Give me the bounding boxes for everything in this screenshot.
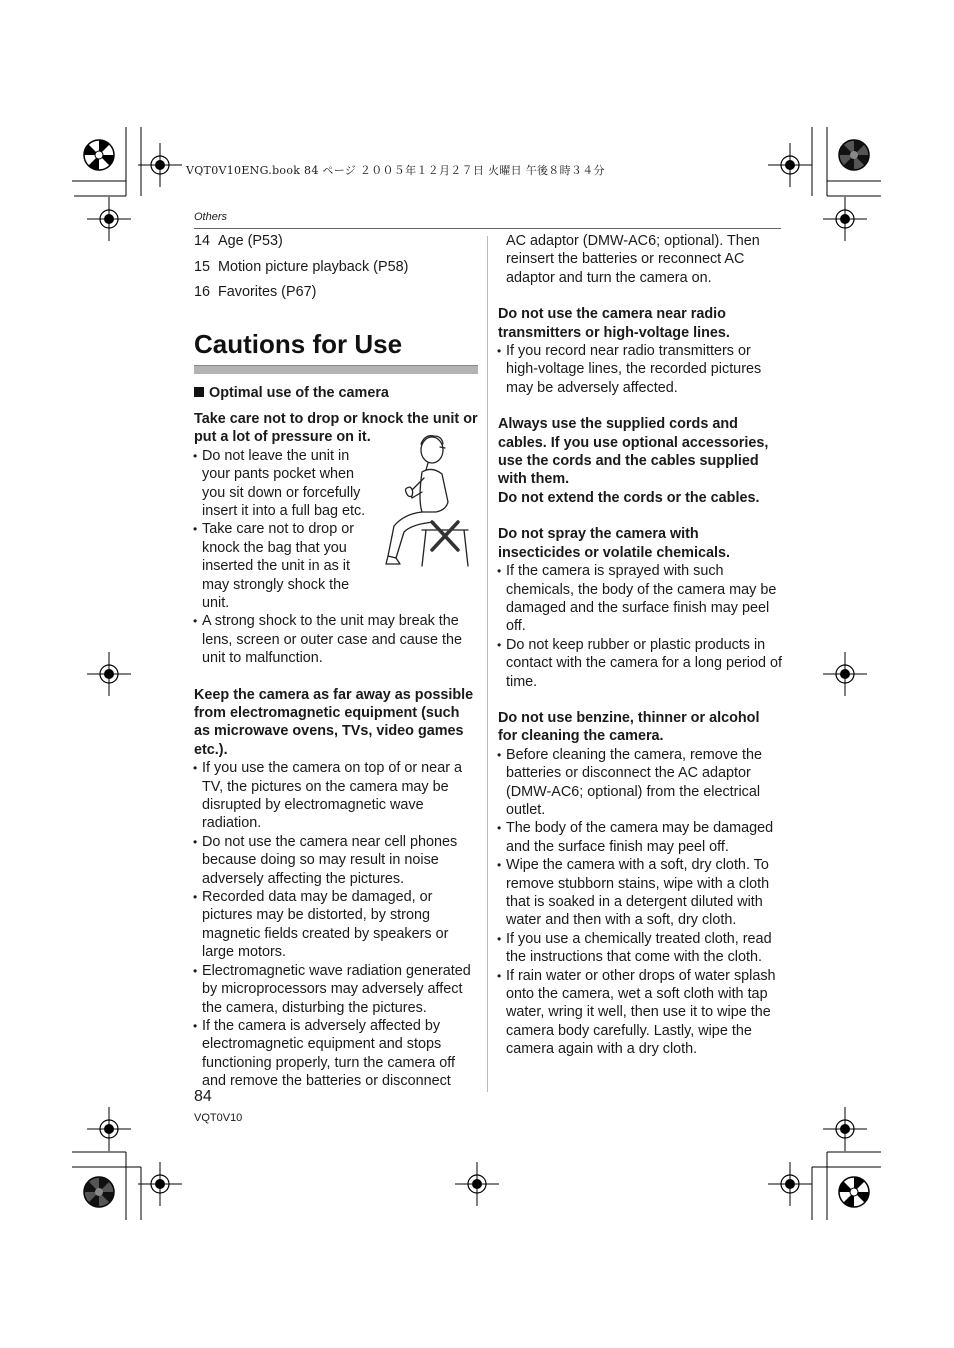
list-item: • Wipe the camera with a soft, dry cloth. To remove stubborn stains, wipe with a cloth that is soaked in a detergent diluted with water and then with a soft, dry cloth. xyxy=(498,856,782,930)
caution-heading-electromagnetic: Keep the camera as far away as possible from electromagnetic equipment (such as microwave ovens, TVs, video games etc.). xyxy=(194,686,474,758)
prohibited-x-icon xyxy=(432,522,458,550)
toc-item: 15 Motion picture playback (P58) xyxy=(194,258,409,275)
list-item: • If you record near radio transmitters or high-voltage lines, the recorded pictures may be adversely affected. xyxy=(498,342,782,397)
list-item: • If you use a chemically treated cloth, read the instructions that come with the cloth. xyxy=(498,930,782,967)
list-item: • If you use the camera on top of or near a TV, the pictures on the camera may be disrupted by electromagnetic wave radiation. xyxy=(194,759,478,833)
title-underline-bar xyxy=(194,365,478,374)
registration-mark-icon xyxy=(138,143,182,187)
caution-heading-cords: Always use the supplied cords and cables. If you use optional accessories, use the cords and the cables supplied with them. xyxy=(498,416,769,488)
page-number: 84 xyxy=(194,1088,212,1105)
color-wheel-icon xyxy=(839,140,869,170)
toc-item: 16 Favorites (P67) xyxy=(194,284,317,300)
color-wheel-icon xyxy=(839,1177,869,1207)
list-item: • Do not leave the unit in your pants pocket when you sit down or forcefully insert it into a full bag etc. xyxy=(194,447,378,521)
color-wheel-icon xyxy=(84,140,114,170)
list-item: • If rain water or other drops of water splash onto the camera, wet a soft cloth with tap water, wring it well, then use it to wipe the camera body carefully. Lastly, wipe the camera again with a dry cloth. xyxy=(498,967,782,1059)
caution-list-radio xyxy=(498,342,782,397)
list-item: • Take care not to drop or knock the bag that you inserted the unit in as it may strongly shock the unit. xyxy=(194,520,372,612)
list-item: • The body of the camera may be damaged and the surface finish may peel off. xyxy=(498,819,782,856)
square-bullet-icon xyxy=(194,387,204,397)
registration-mark-icon xyxy=(87,652,131,696)
list-item: • If the camera is sprayed with such chemicals, the body of the camera may be damaged and the surface finish may peel off. xyxy=(498,562,782,636)
color-wheel-icon xyxy=(84,1177,114,1207)
registration-mark-icon xyxy=(768,1162,812,1206)
header-rule xyxy=(194,228,781,229)
registration-mark-icon xyxy=(87,197,131,241)
toc-item: 14 Age (P53) xyxy=(194,233,283,249)
right-column xyxy=(498,232,782,1059)
caution-heading-spray: Do not spray the camera with insecticides or volatile chemicals. xyxy=(498,526,730,561)
list-item: • A strong shock to the unit may break the lens, screen or outer case and cause the unit to malfunction. xyxy=(194,612,478,667)
subsection-heading: Optimal use of the camera xyxy=(194,384,478,402)
registration-mark-icon xyxy=(823,1107,867,1151)
print-file-header: VQT0V10ENG.book 84 ページ ２００５年１２月２７日 火曜日 午後８時３４分 xyxy=(186,164,605,177)
model-code: VQT0V10 xyxy=(194,1112,243,1124)
left-column xyxy=(194,232,478,1091)
caution-heading-cleaning: Do not use benzine, thinner or alcohol for cleaning the camera. xyxy=(498,709,760,745)
caution-heading-radio: Do not use the camera near radio transmitters or high-voltage lines. xyxy=(498,306,730,341)
caution-heading-drop: Take care not to drop or knock the unit or put a lot of pressure on it. xyxy=(194,410,478,446)
list-item: • Do not use the camera near cell phones because doing so may result in noise adversely affecting the pictures. xyxy=(194,833,478,888)
caution-heading-extend: Do not extend the cords or the cables. xyxy=(498,489,760,506)
registration-mark-icon xyxy=(823,652,867,696)
list-item: • If the camera is adversely affected by electromagnetic equipment and stops functioning properly, turn the camera off and remove the batteries or disconnect xyxy=(194,1017,478,1091)
sitting-person-illustration xyxy=(382,430,474,568)
caution-list-cleaning xyxy=(498,746,782,1059)
caution-list-spray xyxy=(498,562,782,691)
list-item: • Electromagnetic wave radiation generated by microprocessors may adversely affect the camera, disturbing the pictures. xyxy=(194,962,478,1017)
caution-list-electromagnetic xyxy=(194,759,478,1090)
page-title: Cautions for Use xyxy=(194,328,403,359)
list-item: • Before cleaning the camera, remove the batteries or disconnect the AC adaptor (DMW-AC6; optional) from the electrical outlet. xyxy=(498,746,782,820)
section-label: Others xyxy=(194,211,228,223)
registration-mark-icon xyxy=(455,1162,499,1206)
registration-mark-icon xyxy=(87,1107,131,1151)
list-item: • Do not keep rubber or plastic products in contact with the camera for a long period of time. xyxy=(498,636,782,691)
list-item: • Recorded data may be damaged, or pictures may be distorted, by strong magnetic fields created by speakers or large motors. xyxy=(194,888,478,962)
registration-mark-icon xyxy=(823,197,867,241)
continued-text: AC adaptor (DMW-AC6; optional). Then reinsert the batteries or reconnect AC adaptor and turn the camera on. xyxy=(506,233,760,286)
column-divider xyxy=(487,236,488,1092)
registration-mark-icon xyxy=(138,1162,182,1206)
registration-mark-icon xyxy=(768,143,812,187)
